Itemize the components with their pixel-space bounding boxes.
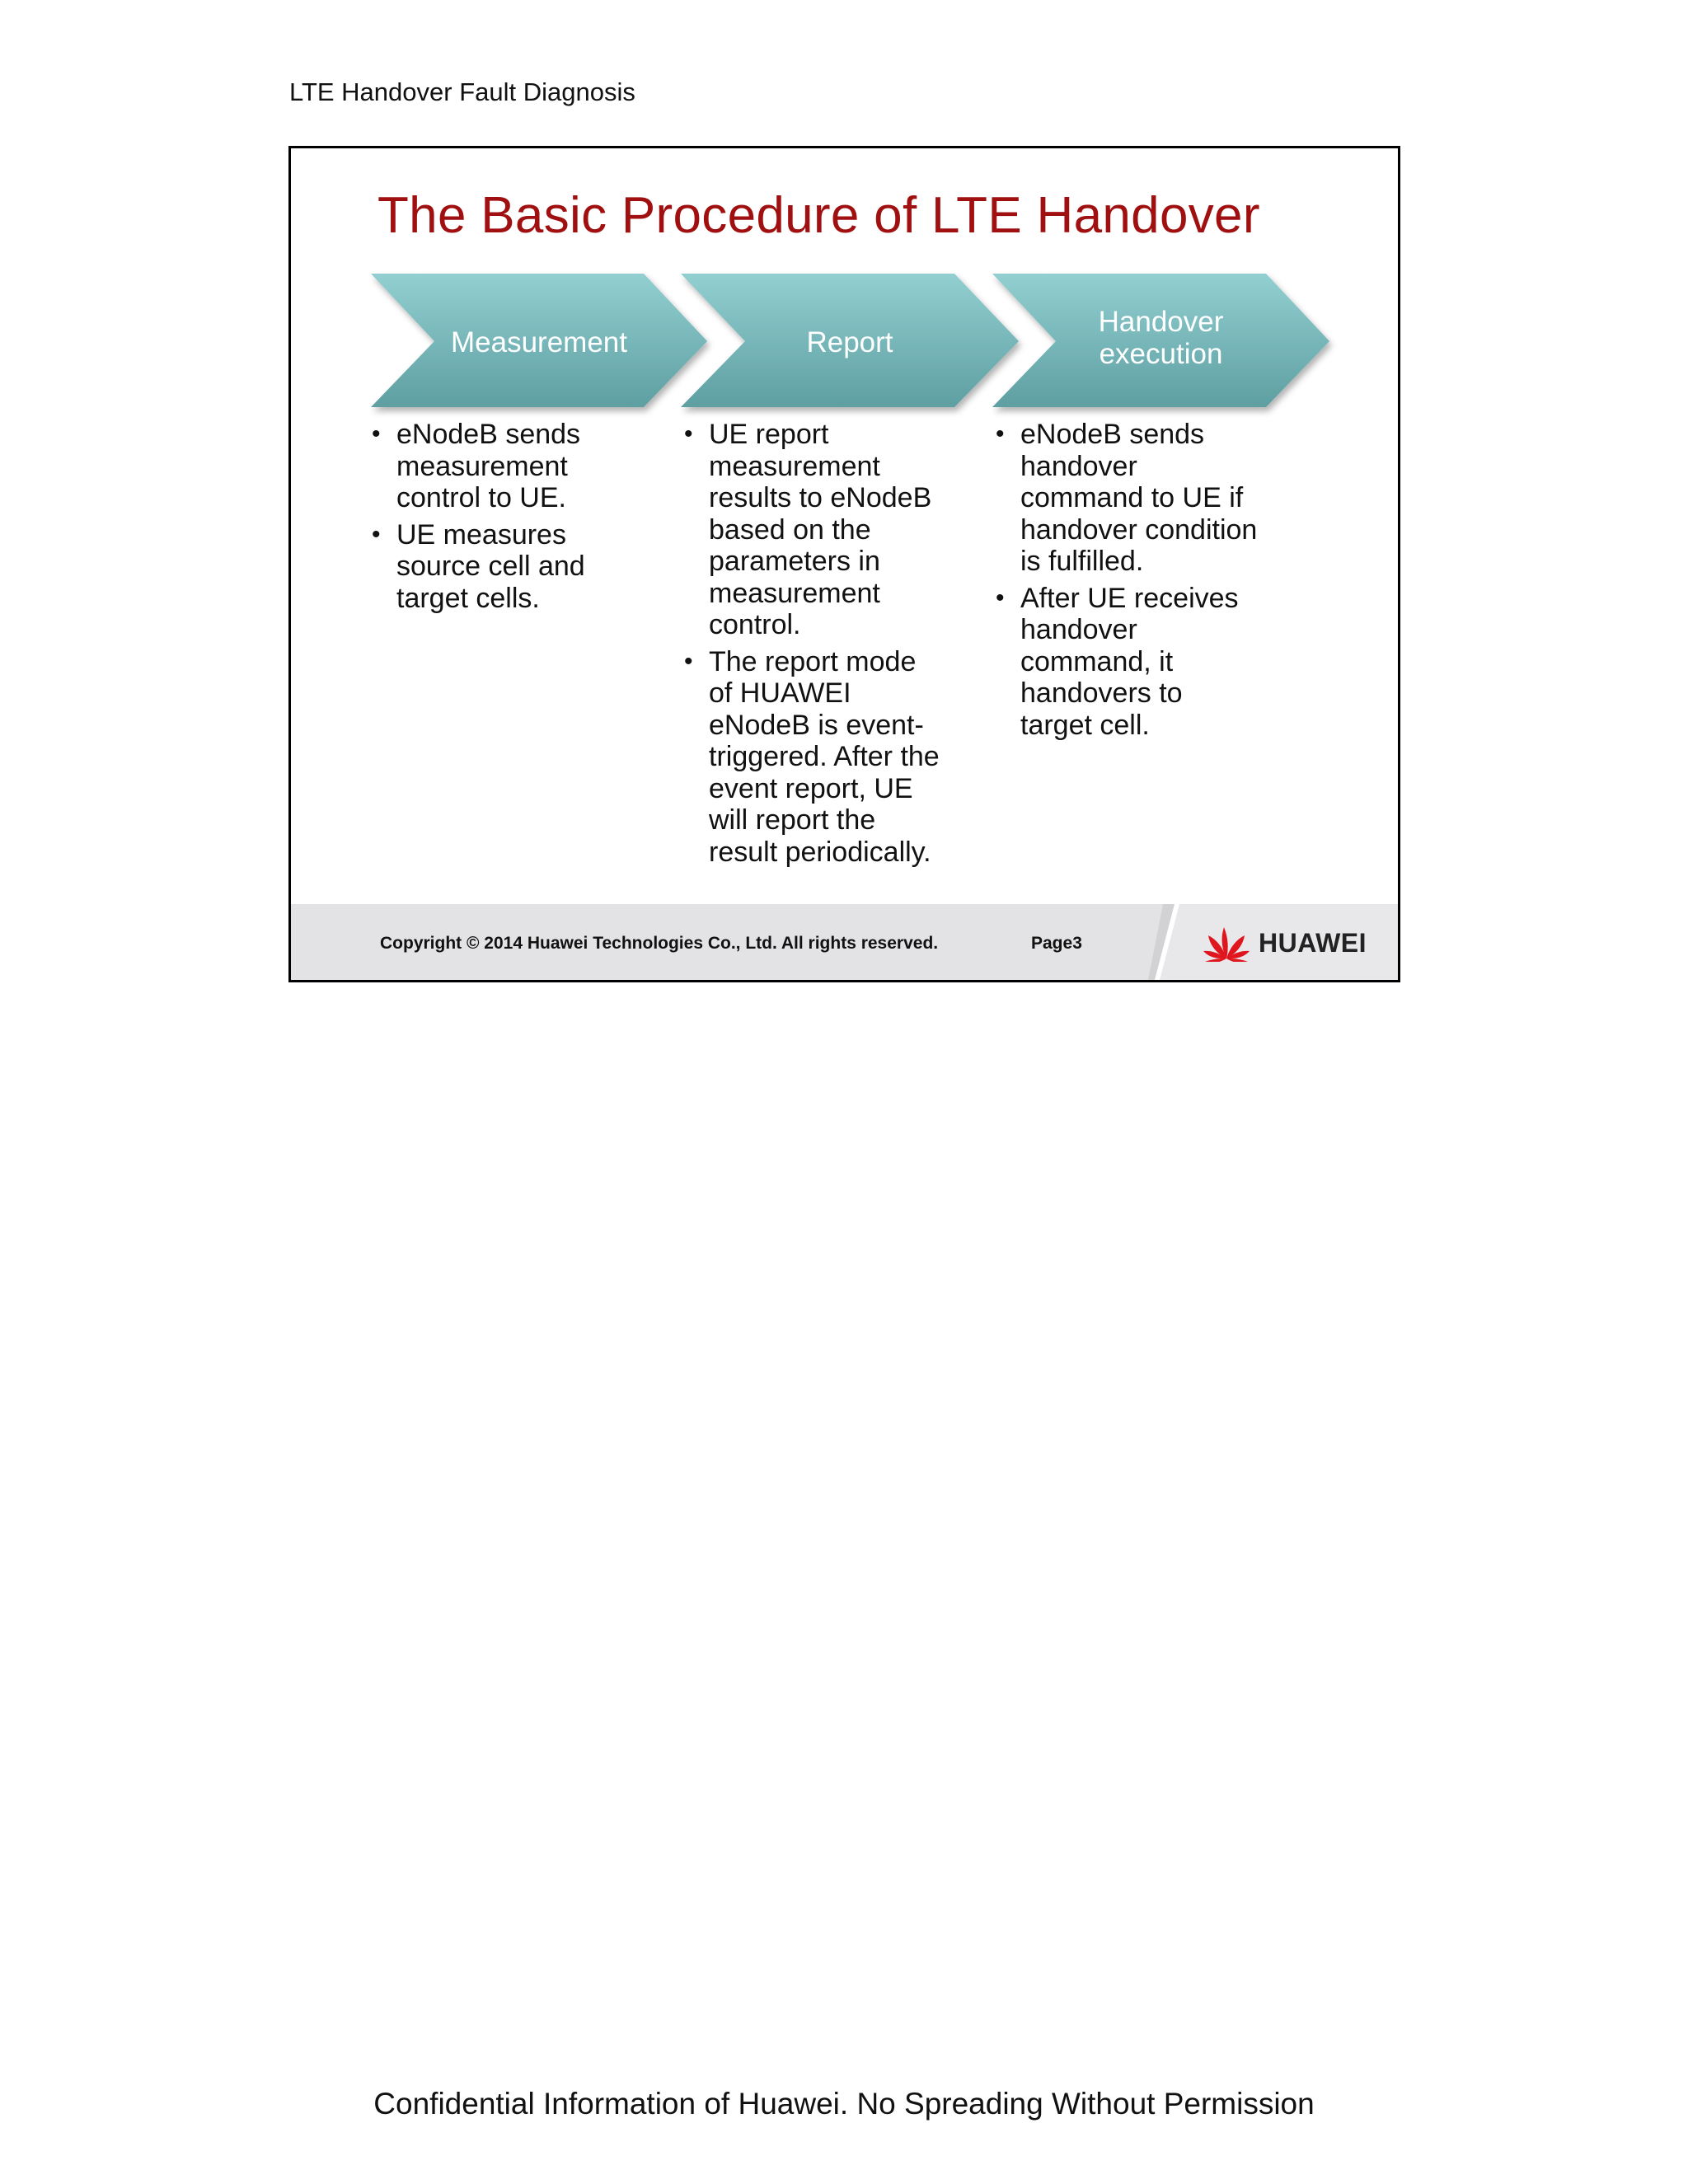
slide-title: The Basic Procedure of LTE Handover: [377, 187, 1260, 244]
list-item: • UE measures source cell and target cells.: [370, 519, 594, 615]
slide-footer: [291, 904, 1398, 980]
step-label-handover-execution-text: Handover execution: [1098, 306, 1224, 370]
measurement-details: [370, 419, 609, 619]
step-label-measurement: Measurement: [451, 326, 627, 359]
list-item: • After UE receives handover command, it handovers to target cell.: [994, 583, 1261, 742]
document-footer: Confidential Information of Huawei. No Spreading Without Permission: [373, 2087, 1315, 2121]
copyright-text: Copyright © 2014 Huawei Technologies Co., Ltd. All rights reserved.: [380, 934, 939, 953]
huawei-logo: [1201, 924, 1367, 962]
list-item: • eNodeB sends handover command to UE if handover condition is fulfilled.: [994, 419, 1261, 578]
handover-execution-details: [994, 419, 1266, 746]
step-label-report: Report: [806, 326, 893, 359]
report-details: [682, 419, 946, 873]
step-label-handover-execution: [1056, 297, 1266, 379]
slide: [288, 146, 1400, 982]
huawei-flower-icon: [1201, 924, 1252, 962]
list-item: • eNodeB sends measurement control to UE.: [370, 419, 594, 514]
huawei-logo-text: HUAWEI: [1259, 927, 1367, 958]
list-item: • UE report measurement results to eNodeB based on the parameters in measurement control.: [682, 419, 941, 641]
list-item: • The report mode of HUAWEI eNodeB is event-triggered. After the event report, UE will report the result periodically.: [682, 646, 941, 869]
document-header: LTE Handover Fault Diagnosis: [289, 77, 635, 106]
page-number: Page3: [1031, 934, 1082, 953]
